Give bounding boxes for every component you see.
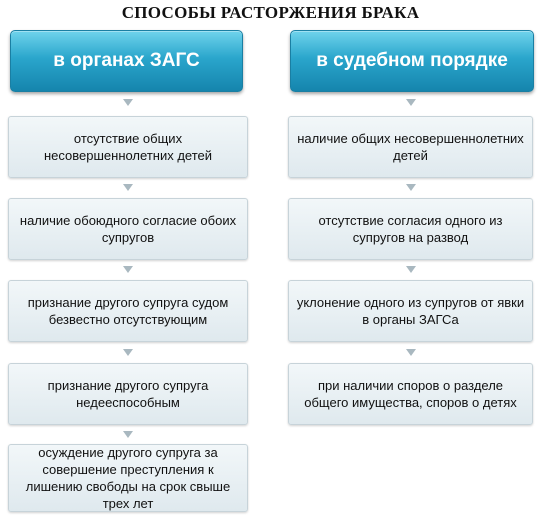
arrow-down-icon [406,97,416,107]
left-item-5: осуждение другого супруга за совершение преступления к лишению свободы на срок свыше трех лет [8,444,248,512]
arrow-down-icon [123,182,133,192]
left-column-header: в органах ЗАГС [10,30,243,92]
right-item-4: при наличии споров о разделе общего имущества, споров о детях [288,363,533,425]
left-item-1: отсутствие общих несовершеннолетних детей [8,116,248,178]
arrow-down-icon [123,97,133,107]
right-item-1: наличие общих несовершеннолетних детей [288,116,533,178]
right-item-2: отсутствие согласия одного из супругов на развод [288,198,533,260]
arrow-down-icon [123,264,133,274]
left-item-4: признание другого супруга недееспособным [8,363,248,425]
diagram-title: СПОСОБЫ РАСТОРЖЕНИЯ БРАКА [121,3,420,22]
arrow-down-icon [123,429,133,439]
arrow-down-icon [406,264,416,274]
arrow-down-icon [406,347,416,357]
left-item-2: наличие обоюдного согласие обоих супругов [8,198,248,260]
arrow-down-icon [123,347,133,357]
right-item-3: уклонение одного из супругов от явки в органы ЗАГСа [288,280,533,342]
arrow-down-icon [406,182,416,192]
right-column-header: в судебном порядке [290,30,534,92]
left-item-3: признание другого супруга судом безвестно отсутствующим [8,280,248,342]
